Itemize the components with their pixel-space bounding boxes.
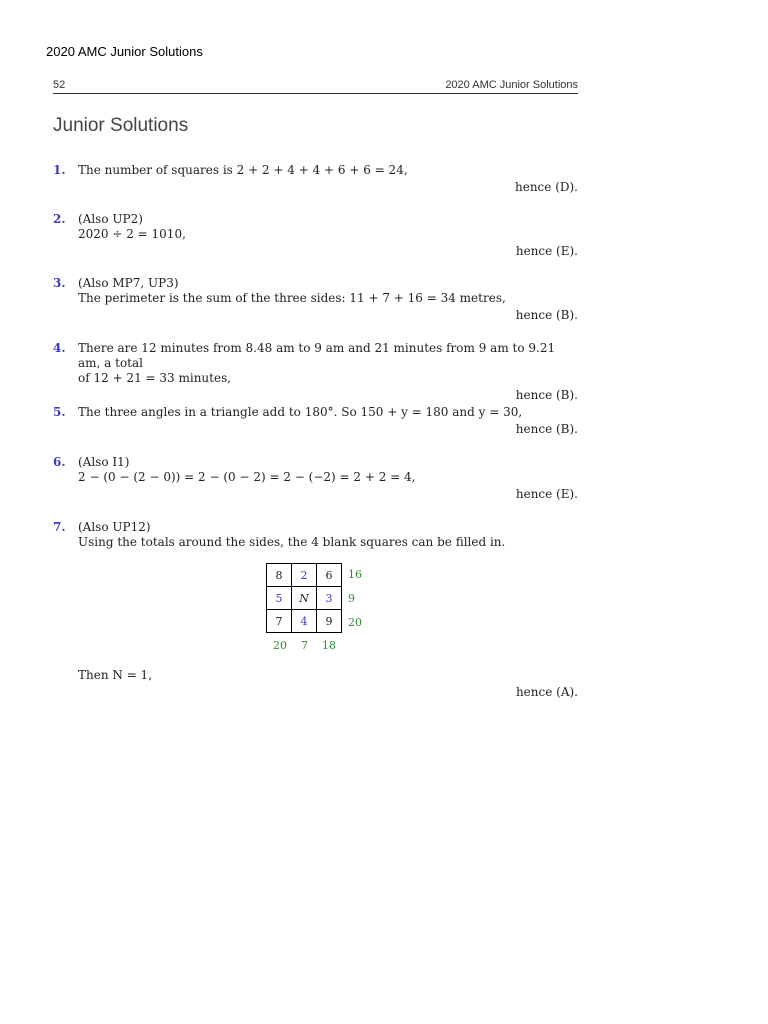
grid-cell: 6 <box>317 564 342 587</box>
solution-answer: hence (E). <box>515 244 578 258</box>
column-total: 18 <box>322 639 336 652</box>
solution-answer: hence (B). <box>515 388 578 402</box>
solution-text: (Also UP2) <box>78 212 143 226</box>
column-total: 7 <box>301 639 308 652</box>
row-total: 20 <box>348 616 362 629</box>
solution-text: of 12 + 21 = 33 minutes, <box>78 371 232 385</box>
solution-2 <box>53 212 578 259</box>
grid-cell: 7 <box>267 610 292 633</box>
solution-1 <box>53 163 578 195</box>
grid-cell: 5 <box>267 587 292 610</box>
section-title: Junior Solutions <box>53 115 189 136</box>
grid-cell: 9 <box>317 610 342 633</box>
number-grid <box>266 563 362 652</box>
solution-3 <box>53 276 578 323</box>
grid-cell: N <box>292 587 317 610</box>
solution-answer: hence (E). <box>515 487 578 501</box>
solution-7 <box>53 520 578 550</box>
solution-number: 1. <box>53 163 66 177</box>
column-total: 20 <box>273 639 287 652</box>
solution-4 <box>53 341 578 403</box>
solution-answer: hence (B). <box>515 422 578 436</box>
grid-cell: 8 <box>267 564 292 587</box>
solution-text: The perimeter is the sum of the three sides: 11 + 7 + 16 = 34 metres, <box>78 291 506 305</box>
solution-text: Then N = 1, <box>78 668 153 682</box>
grid-cell: 3 <box>317 587 342 610</box>
row-total: 9 <box>348 592 355 605</box>
solution-answer: hence (B). <box>515 308 578 322</box>
solution-6 <box>53 455 578 502</box>
solution-answer: hence (D). <box>515 180 578 194</box>
solution-text: There are 12 minutes from 8.48 am to 9 am and 21 minutes from 9 am to 9.21 am, a total <box>78 341 556 370</box>
solution-answer: hence (A). <box>515 685 578 699</box>
running-header-title: 2020 AMC Junior Solutions <box>445 79 578 91</box>
document-title: 2020 AMC Junior Solutions <box>46 44 203 59</box>
grid-cell: 4 <box>292 610 317 633</box>
solution-number: 6. <box>53 455 66 469</box>
solution-text: 2 − (0 − (2 − 0)) = 2 − (0 − 2) = 2 − (−2) = 2 + 2 = 4, <box>78 470 416 484</box>
grid-row <box>267 610 342 633</box>
solution-text: 2020 ÷ 2 = 1010, <box>78 227 186 241</box>
grid-row <box>267 564 342 587</box>
solution-7-conclusion <box>53 668 578 700</box>
solution-text: The number of squares is 2 + 2 + 4 + 4 + 6 + 6 = 24, <box>78 163 408 177</box>
page-number: 52 <box>53 79 66 91</box>
solution-5 <box>53 405 578 437</box>
solution-number: 5. <box>53 405 66 419</box>
solution-text: (Also UP12) <box>78 520 151 534</box>
solution-number: 7. <box>53 520 66 534</box>
grid-table <box>266 563 342 633</box>
solution-text: (Also MP7, UP3) <box>78 276 179 290</box>
grid-cell: 2 <box>292 564 317 587</box>
solution-number: 4. <box>53 341 66 355</box>
row-total: 16 <box>348 568 362 581</box>
solution-number: 2. <box>53 212 66 226</box>
solution-number: 3. <box>53 276 66 290</box>
solution-text: The three angles in a triangle add to 180°. So 150 + y = 180 and y = 30, <box>78 405 523 419</box>
grid-row <box>267 587 342 610</box>
running-header <box>53 79 578 94</box>
solution-text: (Also I1) <box>78 455 130 469</box>
solution-text: Using the totals around the sides, the 4 blank squares can be filled in. <box>78 535 506 549</box>
